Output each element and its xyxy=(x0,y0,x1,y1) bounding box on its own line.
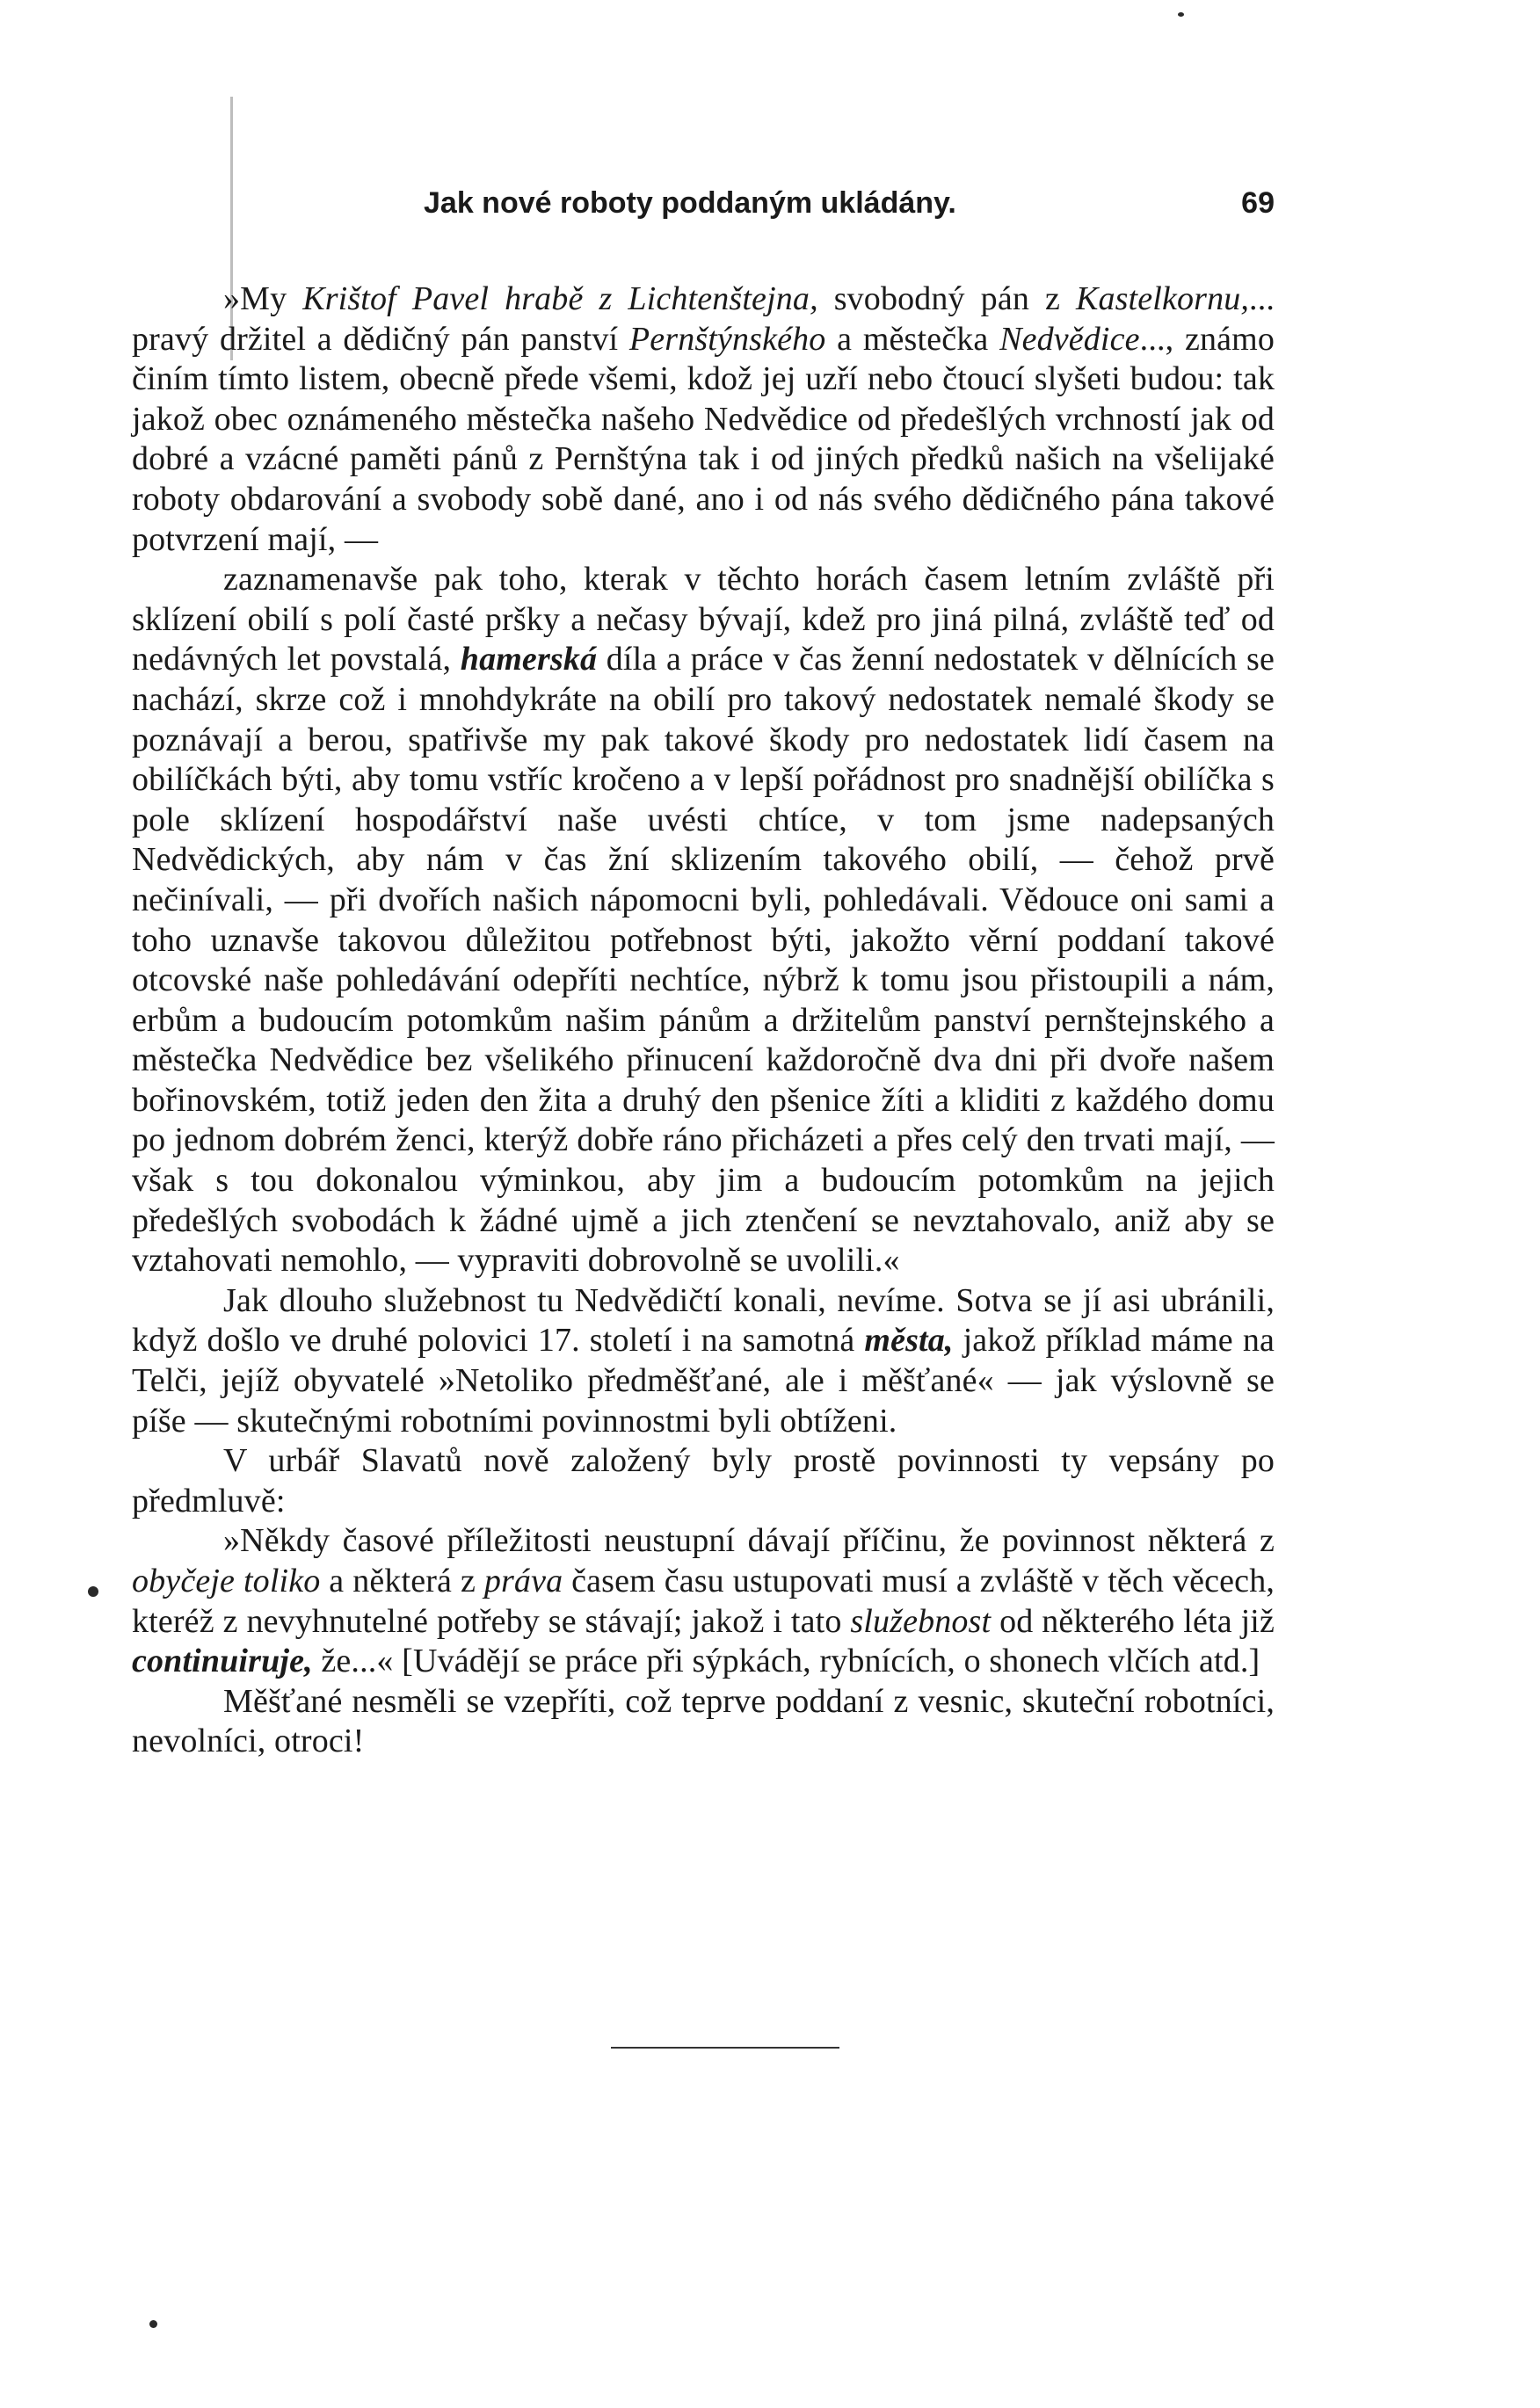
text-segment: od některého léta již xyxy=(991,1602,1275,1640)
paragraph xyxy=(132,1281,1275,1441)
text-segment: že...« [Uvádějí se práce při sýpkách, rybnících, o shonech vlčích atd.] xyxy=(312,1643,1260,1680)
emphasis-segment: hamerská xyxy=(460,641,598,678)
text-segment: svobodný pán z xyxy=(817,280,1076,317)
text-segment: ... pravý držitel a dědičný pán panství xyxy=(132,280,1275,358)
text-segment: zaznamenavše pak toho, kterak v těchto horách časem letním zvláště při sklízení obilí s polí časté pršky a nečasy bývají, kdež pro jiná pilná, zvláště teď od nedávných let povstalá, xyxy=(132,561,1275,678)
text-segment: »Někdy časové příležitosti neustupní dávají příčinu, že povinnost některá z xyxy=(223,1522,1275,1560)
text-segment: a některá z xyxy=(320,1563,484,1599)
paragraph xyxy=(132,279,1275,560)
text-segment: Měšťané nesměli se vzepříti, což teprve poddaní z vesnic, skuteční robotníci, nevolníci, otroci! xyxy=(132,1682,1275,1760)
paragraph xyxy=(132,1521,1275,1681)
emphasis-segment: continuiruje, xyxy=(132,1643,313,1680)
scan-speck xyxy=(1178,12,1184,17)
paragraph xyxy=(132,1441,1275,1521)
text-segment: jakož příklad máme na Telči, jejíž obyvatelé »Netoliko předměšťané, ale i měšťané« — jak výslovně se píše — skutečnými robotními povinnostmi byli obtíženi. xyxy=(132,1322,1275,1440)
paragraph xyxy=(132,560,1275,1281)
emphasis-segment: Pernštýnského xyxy=(628,320,826,358)
body-text xyxy=(132,279,1275,1762)
emphasis-segment: města, xyxy=(864,1322,954,1360)
page-number: 69 xyxy=(1241,186,1275,220)
emphasis-segment: služebnost xyxy=(850,1602,992,1640)
text-segment: časem času ustupovati musí a zvláště v těch věcech, kteréž z nevyhnutelné potřeby se stávají; jakož i tato xyxy=(132,1563,1275,1640)
text-segment: »My xyxy=(223,280,303,317)
running-head-title: Jak nové roboty poddaným ukládány. xyxy=(424,186,956,220)
running-head xyxy=(132,176,1275,237)
book-page xyxy=(132,176,1275,1762)
text-segment: a městečka xyxy=(825,320,1000,358)
text-segment: V urbář Slavatů nově založený byly prostě povinnosti ty vepsány po předmluvě: xyxy=(132,1442,1275,1520)
emphasis-segment: Krištof Pavel hrabě z Lichtenštejna, xyxy=(302,280,818,317)
scan-speck xyxy=(149,2320,157,2328)
end-rule xyxy=(611,2047,839,2049)
text-segment: ..., známo činím tímto listem, obecně přede všemi, kdož jej uzří nebo čtoucí slyšeti budou: tak jakož obec oznámeného městečka našeho Nedvědice od předešlých vrchností jak od dobré a vzácné paměti pánů z Pernštýna tak i od jiných předků našich na všelijaké roboty obdarování a svobody sobě dané, ano i od nás svého dědičného pána takové potvrzení mají, — xyxy=(132,320,1275,558)
paragraph xyxy=(132,1682,1275,1762)
text-segment: Jak dlouho služebnost tu Nedvědičtí konali, nevíme. Sotva se jí asi ubránili, když došlo ve druhé polovici 17. století i na samotná xyxy=(132,1281,1275,1360)
emphasis-segment: Kastelkornu, xyxy=(1075,280,1250,317)
emphasis-segment: obyčeje toliko xyxy=(132,1563,321,1599)
text-segment: díla a práce v čas ženní nedostatek v dělnících se nachází, skrze což i mnohdykráte na obilí pro takový nedostatek nemalé škody se poznávají a berou, spatřivše my pak takové škody pro nedostatek lidí časem na obilíčkách býti, aby tomu vstříc kročeno a v lepší pořádnost pro snadnější obilíčka s pole sklízení hospodářství naše uvésti chtíce, v tom jsme nadepsaných Nedvědických, aby nám v čas žní sklizením takového obilí, — čehož prvě nečinívali, — při dvořích našich nápomocni byli, pohledávali. Vědouce oni sami a toho uznavše takovou důležitou potřebnost býti, jakožto věrní poddaní takové otcovské naše pohledávání odepříti nechtíce, nýbrž k tomu jsou přistoupili a nám, erbům a budoucím potomkům našim pánům a držitelům panství pernštejnského a městečka Nedvědice bez všelikého přinucení každoročně dva dni při dvoře našem bořinovském, totiž jeden den žita a druhý den pšenice žíti a kliditi z každého domu po jednom dobrém ženci, kterýž dobře ráno přicházeti a přes celý den trvati mají, — však s tou dokonalou výminkou, aby jim a budoucím potomkům na jejich předešlých svobodách k žádné ujmě a jich ztenčení se nevztahovalo, aniž aby se vztahovati nemohlo, — vypraviti dobrovolně se uvolili.« xyxy=(132,641,1275,1280)
scan-speck xyxy=(88,1586,98,1597)
emphasis-segment: Nedvědice xyxy=(999,320,1140,358)
emphasis-segment: práva xyxy=(483,1563,563,1599)
